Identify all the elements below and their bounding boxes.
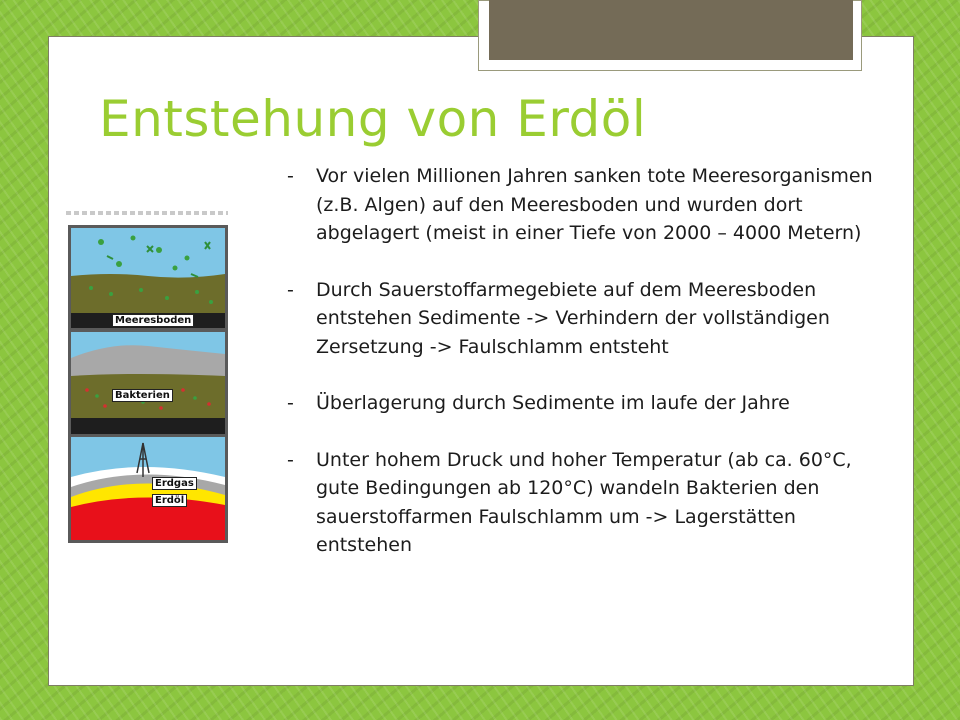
- panel-sinking-organisms: [71, 228, 225, 328]
- bullet-text: Vor vielen Millionen Jahren sanken tote Meeresorganismen (z.B. Algen) auf den Meeresboden und wurden dort abgelagert (meist in einer Tiefe von 2000 – 4000 Metern): [316, 165, 873, 244]
- organisms-illustration: [71, 228, 225, 328]
- bullet-marker: -: [287, 278, 294, 301]
- bullet-item: [287, 446, 897, 560]
- bullet-item: [287, 162, 897, 248]
- diagram-caption-remnant: [66, 211, 228, 215]
- label-seafloor: Meeresboden: [112, 314, 194, 327]
- bacteria-illustration: [71, 332, 225, 434]
- label-bacteria: Bakterien: [112, 389, 173, 402]
- bullet-marker: -: [287, 392, 294, 414]
- bullet-marker: -: [287, 448, 294, 471]
- bullet-text: Durch Sauerstoffarmegebiete auf dem Meeresboden entstehen Sedimente -> Verhindern der vollständigen Zersetzung -> Faulschlamm entsteht: [316, 278, 830, 358]
- bullet-item: [287, 276, 897, 362]
- header-tab: [489, 0, 853, 60]
- bullet-item: [287, 389, 897, 418]
- reservoir-illustration: [71, 437, 225, 540]
- slide-title: Entstehung von Erdöl: [99, 90, 647, 148]
- bullet-text: Unter hohem Druck und hoher Temperatur (ab ca. 60°C, gute Bedingungen ab 120°C) wandeln Bakterien den sauerstoffarmen Faulschlamm um -> Lagerstätten entstehen: [316, 448, 852, 556]
- panel-reservoir: [71, 437, 225, 540]
- oil-formation-diagram: [68, 225, 228, 543]
- label-gas: Erdgas: [152, 477, 197, 490]
- bullet-text: Überlagerung durch Sedimente im laufe der Jahre: [316, 392, 790, 414]
- bullet-list: [287, 162, 897, 588]
- panel-bacteria: [71, 332, 225, 434]
- label-oil: Erdöl: [152, 494, 187, 507]
- bullet-marker: -: [287, 165, 294, 187]
